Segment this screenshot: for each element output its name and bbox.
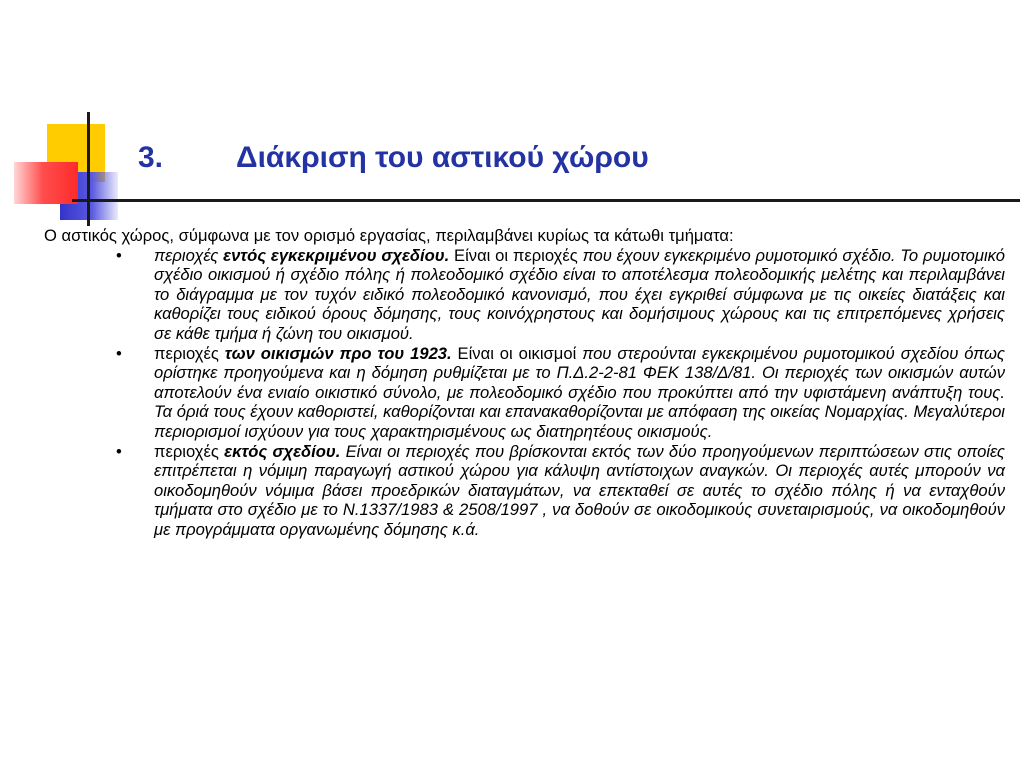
item-lead-text: περιοχές (154, 441, 225, 461)
slide-title (138, 141, 649, 175)
item-bold-term: των οικισμών προ του 1923. (224, 343, 452, 363)
item-description: Είναι οι περιοχές που βρίσκονται εκτός των δύο προηγούμενων περιπτώσεων στις οποίες επιτρέπεται η νόμιμη παραγωγή αστικού χώρου για κάλυψη αντίστοιχων αναγκών. Οι περιοχές αυτές μπορούν να οικοδομηθούν νόμιμα βάσει προεδρικών διαταγμάτων, να επεκταθεί σε αυτές το σχέδιο πόλης ή να ενταχθούν τμήματα στο σχέδιο με το Ν.1337/1983 & 2508/1997 , να δοθούν σε οικοδομικούς συνεταιρισμούς, να οικοδομηθούν με προγράμματα οργανωμένης δόμησης κ.ά. (154, 441, 1005, 539)
item-plain-text: Είναι οι περιοχές (449, 245, 583, 265)
vertical-line-decoration (87, 112, 90, 226)
item-bold-term: εντός εγκεκριμένου σχεδίου. (223, 245, 450, 265)
intro-paragraph: Ο αστικός χώρος, σύμφωνα με τον ορισμό εργασίας, περιλαμβάνει κυρίως τα κάτωθι τμήματα: (44, 226, 734, 245)
item-lead-text: περιοχές (154, 343, 225, 363)
list-item (44, 344, 1005, 442)
list-item (44, 246, 1005, 344)
list-item (44, 442, 1005, 540)
item-description: που έχουν εγκεκριμένο ρυμοτομικό σχέδιο. Το ρυμοτομικό σχέδιο οικισμού ή σχέδιο πόλης ή πολεοδομικό σχέδιο είναι το αποτέλεσμα πολεοδομικής μελέτης και περιλαμβάνει το διάγραμμα με τον τυχόν ειδικό πολεοδομικό κανονισμό, που έχει εγκριθεί σύμφωνα με τις οικείες διατάξεις και καθορίζει τους ειδικού όρους δόμησης, τους κοινόχρηστους και δομήσιμους χώρους και τις επιτρεπόμενες χρήσεις σε κάθε τμήμα ή ζώνη του οικισμού. (154, 245, 1005, 343)
red-square-decoration (14, 162, 78, 204)
bullet-list (44, 246, 1005, 540)
item-plain-text: Είναι οι οικισμοί (451, 343, 583, 363)
bullet-marker: • (116, 441, 122, 461)
bullet-marker: • (116, 343, 122, 363)
title-underline (72, 199, 1020, 202)
bullet-marker: • (116, 245, 122, 265)
slide-body (44, 226, 1005, 540)
slide-logo-decoration (0, 0, 200, 240)
title-text: Διάκριση του αστικού χώρου (236, 141, 649, 174)
title-number: 3. (138, 141, 164, 174)
item-bold-term: εκτός σχεδίου. (224, 441, 341, 461)
item-description: που στερούνται εγκεκριμένου ρυμοτομικού σχεδίου όπως ορίστηκε προηγούμενα και η δόμηση ρυθμίζεται με το Π.Δ.2-2-81 ΦΕΚ 138/Δ/81. Οι περιοχές των οικισμών αυτών αποτελούν ένα ενιαίο οικιστικό σύνολο, με πολεοδομικό σχέδιο που προκύπτει από την υφιστάμενη ανάπτυξη τους. Τα όριά τους έχουν καθοριστεί, καθορίζονται και επανακαθορίζονται με απόφαση της οικείας Νομαρχίας. Μεγαλύτεροι περιορισμοί ισχύουν για τους χαρακτηρισμένους ως διατηρητέους οικισμούς. (154, 343, 1005, 441)
item-lead-text: περιοχές (154, 245, 224, 265)
